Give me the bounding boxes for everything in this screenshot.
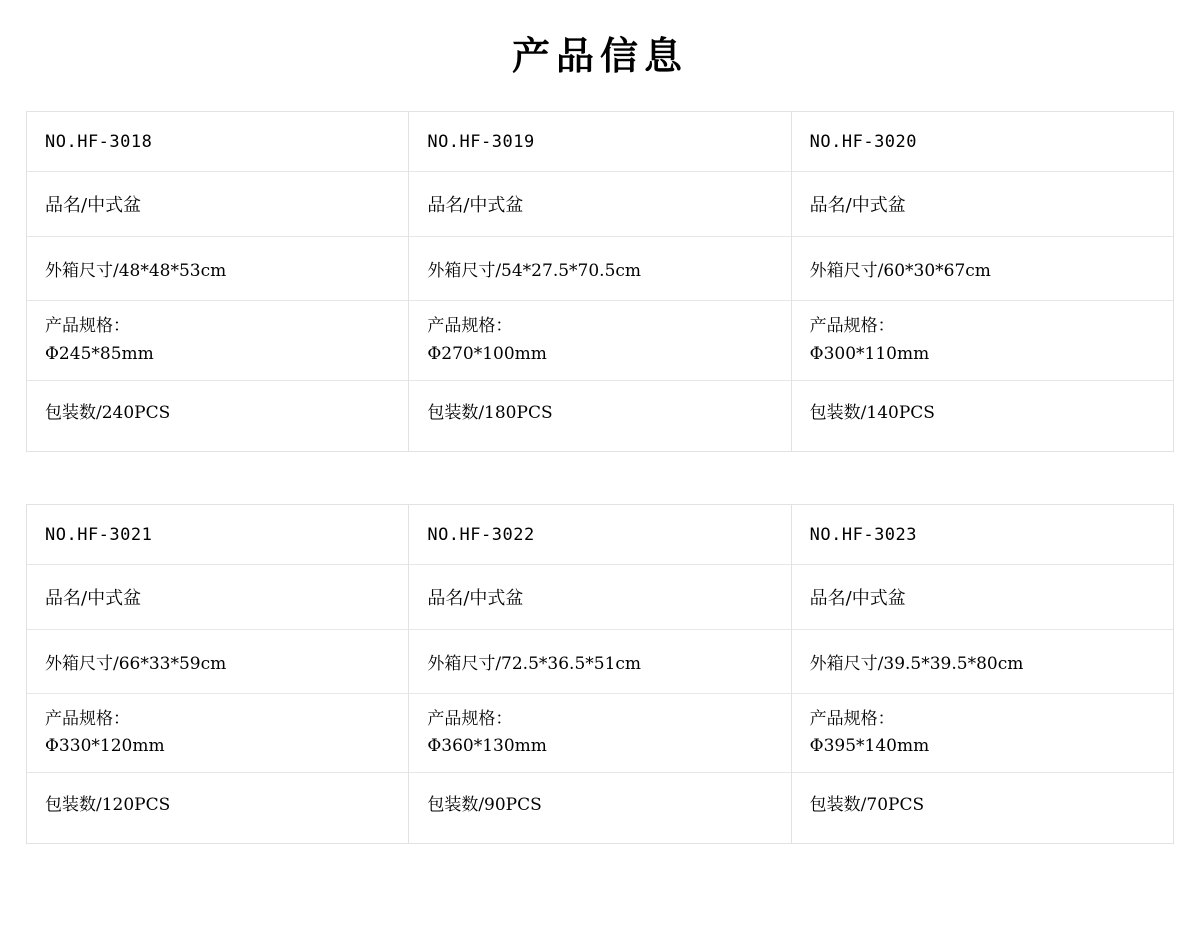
product-specification-label: 产品规格： [45, 708, 130, 729]
product-number: NO.HF-3021 [27, 505, 408, 565]
product-specification-value: Φ300*110mm [809, 343, 930, 364]
product-specification-value: Φ330*120mm [45, 735, 165, 756]
table-row [27, 112, 1174, 451]
table-row [27, 504, 1174, 843]
product-specification [792, 301, 1173, 380]
product-carton-size: 外箱尺寸/39.5*39.5*80cm [792, 630, 1173, 694]
product-specification [27, 694, 408, 773]
product-name: 品名/中式盆 [27, 172, 408, 237]
table-block-spacer [0, 452, 1200, 474]
product-cell-2 [409, 112, 791, 451]
product-cell-6 [791, 504, 1173, 843]
product-number: NO.HF-3019 [409, 112, 790, 172]
product-pack-quantity: 包装数/70PCS [809, 795, 925, 816]
page-title: 产品信息 [511, 34, 688, 78]
product-carton-size: 外箱尺寸/66*33*59cm [27, 630, 408, 694]
product-cell-4 [27, 504, 409, 843]
product-carton-size: 外箱尺寸/54*27.5*70.5cm [409, 237, 790, 301]
product-spec-table-top [26, 111, 1174, 451]
product-pack-quantity: 包装数/240PCS [45, 402, 171, 423]
product-pack-quantity: 包装数/180PCS [427, 402, 553, 423]
product-specification-label: 产品规格： [809, 316, 895, 337]
product-specification-value: Φ360*130mm [427, 735, 547, 756]
product-name: 品名/中式盆 [792, 172, 1173, 237]
product-carton-size: 外箱尺寸/48*48*53cm [27, 237, 408, 301]
product-specification [409, 301, 790, 380]
product-carton-size: 外箱尺寸/60*30*67cm [792, 237, 1173, 301]
product-info-page [0, 32, 1200, 932]
product-number: NO.HF-3020 [792, 112, 1173, 172]
product-specification-value: Φ270*100mm [427, 343, 547, 364]
product-number: NO.HF-3022 [409, 505, 790, 565]
product-specification [792, 694, 1173, 773]
product-specification-value: Φ395*140mm [809, 735, 930, 756]
product-specification-label: 产品规格： [427, 708, 513, 729]
product-name: 品名/中式盆 [409, 565, 790, 630]
product-carton-size: 外箱尺寸/72.5*36.5*51cm [409, 630, 790, 694]
product-specification-label: 产品规格： [809, 708, 895, 729]
product-number: NO.HF-3023 [792, 505, 1173, 565]
product-specification [409, 694, 790, 773]
product-name: 品名/中式盆 [409, 172, 790, 237]
product-pack-quantity: 包装数/140PCS [809, 402, 935, 423]
product-specification [27, 301, 408, 380]
product-number: NO.HF-3018 [27, 112, 408, 172]
product-cell-5 [409, 504, 791, 843]
product-specification-label: 产品规格： [45, 316, 130, 337]
product-pack-quantity: 包装数/120PCS [45, 795, 171, 816]
product-pack-quantity: 包装数/90PCS [427, 795, 542, 816]
product-specification-label: 产品规格： [427, 316, 513, 337]
product-cell-1 [27, 112, 409, 451]
product-cell-3 [791, 112, 1173, 451]
product-name: 品名/中式盆 [792, 565, 1173, 630]
product-spec-table-bottom [26, 504, 1174, 844]
product-name: 品名/中式盆 [27, 565, 408, 630]
product-specification-value: Φ245*85mm [45, 343, 154, 364]
